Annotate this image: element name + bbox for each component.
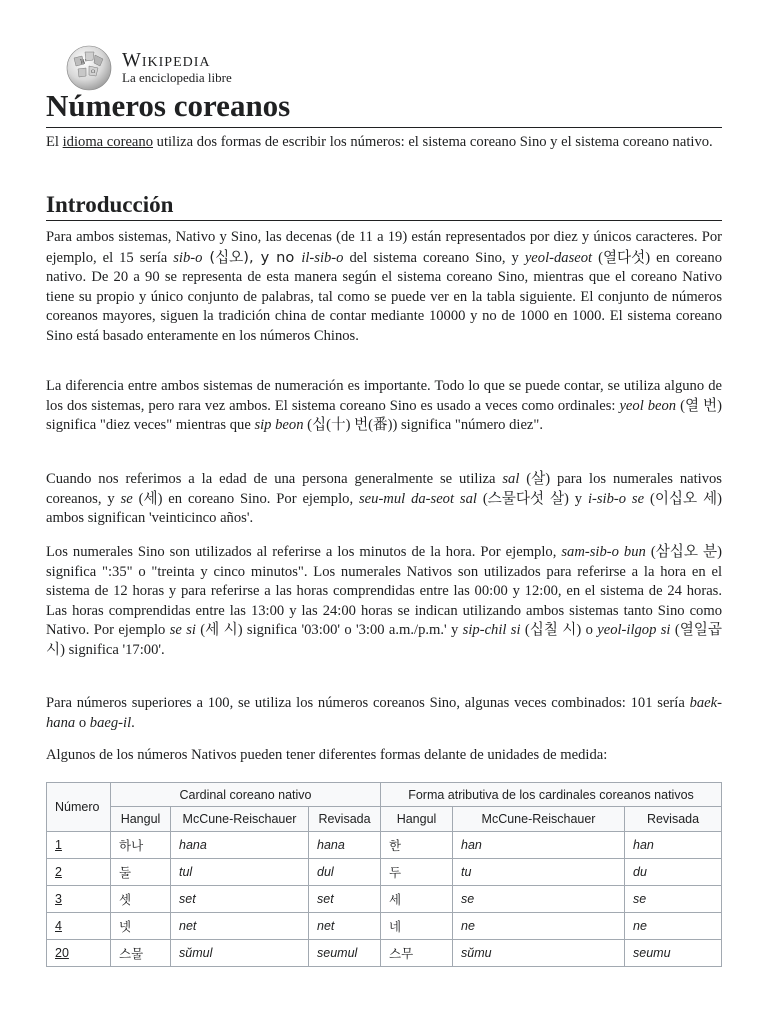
number-link[interactable]: 3 xyxy=(55,892,62,906)
revisada-attr-cell: du xyxy=(625,859,722,886)
brand-name: Wikipedia xyxy=(122,49,211,71)
paragraph-edad: Cuando nos referimos a la edad de una persona generalmente se utiliza sal (살) para los numerales nativos coreanos, y se (세) en coreano Sino. Por ejemplo, seu-mul da-seot sal (스물다섯 살) y i-sib-o se (이십오 세) ambos significan 'veinticinco años'. xyxy=(46,471,722,527)
hangul-cell: 스물 xyxy=(111,940,171,967)
revisada-cell: set xyxy=(309,886,381,913)
mccune-attr-cell: se xyxy=(453,886,625,913)
brand-tagline: La enciclopedia libre xyxy=(122,70,232,85)
wikipedia-logo[interactable] xyxy=(64,42,232,92)
revisada-cell: hana xyxy=(309,832,381,859)
group-header-atributiva: Forma atributiva de los cardinales coreanos nativos xyxy=(381,783,722,807)
section-divider xyxy=(46,220,722,221)
mccune-cell: sŭmul xyxy=(171,940,309,967)
number-link[interactable]: 4 xyxy=(55,919,62,933)
table-row xyxy=(47,832,722,859)
table-row xyxy=(47,859,722,886)
idioma-coreano-link[interactable]: idioma coreano xyxy=(62,134,153,150)
table-row xyxy=(47,913,722,940)
table-row xyxy=(47,886,722,913)
hangul-cell: 하나 xyxy=(111,832,171,859)
table-row xyxy=(47,940,722,967)
revisada-attr-cell: se xyxy=(625,886,722,913)
paragraph-horas: Los numerales Sino son utilizados al referirse a los minutos de la hora. Por ejemplo, sam-sib-o bun (삼십오 분) significa ":35" o "treinta y cinco minutos". Los numerales Nativos son utilizados para referirse a la hora en el sistema de 12 horas y para referirse a las horas comprendidas entre las 00:00 y 12:00, en el sistema de 24 horas. Las horas comprendidas entre las 13:00 y las 24:00 horas se indican utilizando ambos sistemas tanto Sino como Nativo. Por ejemplo se si (세 시) significa '03:00' o '3:00 a.m./p.m.' y sip-chil si (십칠 시) o yeol-ilgop si (열일곱 시) significa '17:00'. xyxy=(46,544,722,658)
column-header-revisada-atributiva: Revisada xyxy=(625,807,722,832)
hangul-cell: 셋 xyxy=(111,886,171,913)
number-link[interactable]: 1 xyxy=(55,838,62,852)
mccune-cell: tul xyxy=(171,859,309,886)
korean-numbers-table xyxy=(46,782,722,967)
column-header-revisada: Revisada xyxy=(309,807,381,832)
number-link[interactable]: 2 xyxy=(55,865,62,879)
wikipedia-globe-icon xyxy=(64,42,114,92)
hangul-cell: 넷 xyxy=(111,913,171,940)
revisada-attr-cell: ne xyxy=(625,913,722,940)
title-divider xyxy=(46,127,722,128)
section-heading-introduccion: Introducción xyxy=(46,192,174,217)
group-header-cardinal: Cardinal coreano nativo xyxy=(111,783,381,807)
mccune-cell: set xyxy=(171,886,309,913)
column-header-numero: Número xyxy=(47,783,111,832)
page-title: Números coreanos xyxy=(46,88,291,123)
hangul-attr-cell: 두 xyxy=(381,859,453,886)
svg-text:W: W xyxy=(80,59,87,66)
column-header-mccune-atributiva: McCune-Reischauer xyxy=(453,807,625,832)
column-header-mccune: McCune-Reischauer xyxy=(171,807,309,832)
paragraph-decenas: Para ambos sistemas, Nativo y Sino, las decenas (de 11 a 19) están representados por diez y únicos caracteres. Por ejemplo, el 15 sería sib-o (십오), y no il-sib-o del sistema coreano Sino, y yeol-daseot (열다섯) en coreano nativo. De 20 a 90 se representa de esta manera según el sistema coreano Sino, mientras que el coreano Nativo tiene su propio y único conjunto de palabras, tal como se puede ver en la tabla siguiente. El conjunto de números coreanos mayores, siguen la tradición china de contar mediante 10000 y no de 1000 en 1000. El sistema coreano Sino está basado enteramente en los números Chinos. xyxy=(46,229,722,344)
mccune-cell: hana xyxy=(171,832,309,859)
revisada-cell: dul xyxy=(309,859,381,886)
number-link[interactable]: 20 xyxy=(55,946,69,960)
svg-text:Ω: Ω xyxy=(91,69,96,75)
mccune-attr-cell: han xyxy=(453,832,625,859)
revisada-attr-cell: seumu xyxy=(625,940,722,967)
hangul-attr-cell: 스무 xyxy=(381,940,453,967)
mccune-cell: net xyxy=(171,913,309,940)
hangul-attr-cell: 네 xyxy=(381,913,453,940)
column-header-hangul-atributiva: Hangul xyxy=(381,807,453,832)
hangul-attr-cell: 세 xyxy=(381,886,453,913)
intro-paragraph: El idioma coreano utiliza dos formas de escribir los números: el sistema coreano Sino y el sistema coreano nativo. xyxy=(46,134,713,150)
mccune-attr-cell: sŭmu xyxy=(453,940,625,967)
column-header-hangul: Hangul xyxy=(111,807,171,832)
revisada-cell: net xyxy=(309,913,381,940)
mccune-attr-cell: tu xyxy=(453,859,625,886)
paragraph-table-intro: Algunos de los números Nativos pueden tener diferentes formas delante de unidades de medida: xyxy=(46,747,608,763)
hangul-cell: 둘 xyxy=(111,859,171,886)
revisada-cell: seumul xyxy=(309,940,381,967)
paragraph-superiores-100: Para números superiores a 100, se utiliza los números coreanos Sino, algunas veces combinados: 101 sería baek-hana o baeg-il. xyxy=(46,695,722,731)
revisada-attr-cell: han xyxy=(625,832,722,859)
paragraph-diferencia: La diferencia entre ambos sistemas de numeración es importante. Todo lo que se puede contar, se utiliza alguno de los dos sistemas, pero rara vez ambos. El sistema coreano Sino es usado a veces como ordinales: yeol beon (열 번) significa "diez veces" mientras que sip beon (십(十) 번(番)) significa "número diez". xyxy=(46,378,722,434)
hangul-attr-cell: 한 xyxy=(381,832,453,859)
mccune-attr-cell: ne xyxy=(453,913,625,940)
